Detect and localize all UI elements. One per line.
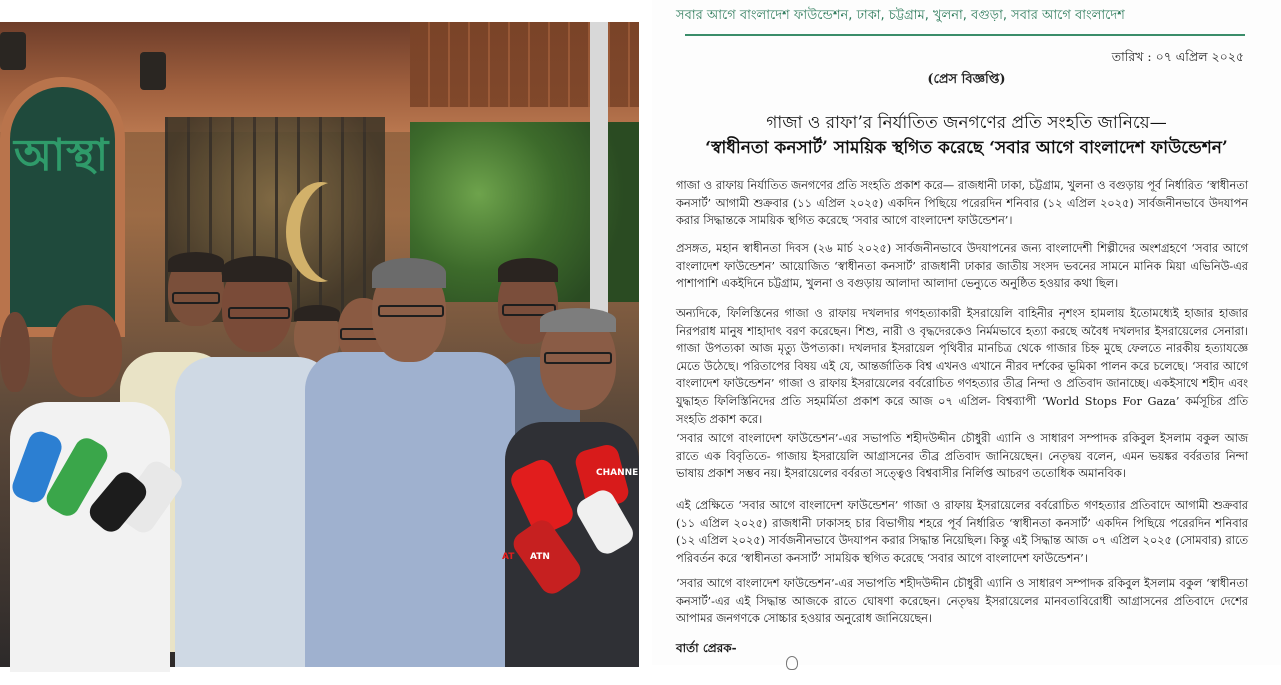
press-release-label: (প্রেস বিজ্ঞপ্তি) bbox=[927, 72, 1006, 87]
wall-lamp bbox=[0, 32, 26, 70]
paragraph: ‘সবার আগে বাংলাদেশ ফাউন্ডেশন’-এর সভাপতি শহীদউদ্দীন চৌধুরী এ্যানি ও সাধারণ সম্পাদক রকিবুল ইসলাম বকুল ‘স্বাধীনতা কনসার্ট’-এর এই সিদ্ধান্ত আজকে রাতে ঘোষণা করেছেন। নেতৃদ্বয় ইসরায়েলের মানবতাবিরোধী আগ্রাসনের প্রতিবাদে দেশের আপামর জনগণকে সোচ্চার হওয়ার অনুরোধ জানিয়েছেন। bbox=[676, 577, 1248, 626]
arched-entrance bbox=[0, 77, 125, 337]
mic-label: CHANNEL bbox=[596, 468, 645, 478]
building-sign: আস্থা bbox=[14, 130, 110, 181]
letterhead-strip: সবার আগে বাংলাদেশ ফাউন্ডেশন, ঢাকা, চট্টগ্রাম, খুলনা, বগুড়া, সবার আগে বাংলাদেশ bbox=[676, 8, 1125, 23]
wall-lamp bbox=[140, 52, 166, 90]
paragraph: প্রসঙ্গত, মহান স্বাধীনতা দিবস (২৬ মার্চ ২০২৫) সার্বজনীনভাবে উদযাপনের জন্য বাংলাদেশী শিল্পীদের অংশগ্রহণে ‘সবার আগে বাংলাদেশ ফাউন্ডেশন’ আয়োজিত ‘স্বাধীনতা কনসার্ট’ রাজধানী ঢাকার জাতীয় সংসদ ভবনের সামনে মানিক মিয়া এভিনিউ-এর পাশাপাশি একইদিনে চট্টগ্রাম, খুলনা ও বগুড়ায় আলাদা আলাদা ভেন্যুতে অনুষ্ঠিত হওয়ার কথা ছিল। bbox=[676, 242, 1248, 291]
mic-label: AT bbox=[502, 552, 515, 562]
crescent-ornament bbox=[300, 182, 370, 282]
sender-label: বার্তা প্রেরক- bbox=[676, 641, 737, 655]
headline-line-2: ‘স্বাধীনতা কনসার্ট’ সাময়িক স্থগিত করেছে ‘সবার আগে বাংলাদেশ ফাউন্ডেশন’ bbox=[705, 138, 1228, 158]
letterhead-rule bbox=[685, 34, 1245, 36]
press-conference-photo bbox=[0, 22, 645, 667]
paragraph: ‘সবার আগে বাংলাদেশ ফাউন্ডেশন’-এর সভাপতি শহীদউদ্দীন চৌধুরী এ্যানি ও সাধারণ সম্পাদক রকিবুল ইসলাম বকুল আজ রাতে এক বিবৃতিতে- গাজায় ইসরায়েলি আগ্রাসনের তীব্র প্রতিবাদ জানিয়েছেন। নেতৃদ্বয় বলেন, এমন ভয়ঙ্কর বর্বরতার নিন্দা ভাষায় প্রকাশ সম্ভব নয়। ইসরায়েলের বর্বরতা সত্ত্বেও বিশ্ববাসীর নির্লিপ্ত আচরণ ততোধিক অমানবিক। bbox=[676, 432, 1248, 481]
paragraph: গাজা ও রাফায় নির্যাতিত জনগণের প্রতি সংহতি প্রকাশ করে— রাজধানী ঢাকা, চট্টগ্রাম, খুলনা ও বগুড়ায় পূর্ব নির্ধারিত ‘স্বাধীনতা কনসার্ট’ আগামী শুক্রবার (১১ এপ্রিল ২০২৫) একদিন পিছিয়ে পরেরদিন শনিবার (১২ এপ্রিল ২০২৫) সার্বজনীনভাবে উদযাপন করার সিদ্ধান্তকে সাময়িক স্থগিত করেছে ‘সবার আগে বাংলাদেশ ফাউন্ডেশন’। bbox=[676, 179, 1248, 228]
paragraph: অন্যদিকে, ফিলিস্তিনের গাজা ও রাফায় দখলদার গণহত্যাকারী ইসরায়েলি বাহিনীর নৃশংস হামলায় ইতোমধ্যেই হাজার হাজার নিরপরাধ মানুষ শাহাদাৎ বরণ করেছেন। শিশু, নারী ও বৃদ্ধদেরকেও নির্মমভাবে হত্যা করছে অবৈধ দখলদার ইসরায়েলের সেনারা। গাজা উপত্যকা আজ মৃত্যু উপত্যকা। দখলদার ইসরায়েল পৃথিবীর মানচিত্র থেকে গাজার চিহ্ন মুছে ফেলতে নারকীয় হত্যাযজ্ঞে মেতে উঠেছে। পরিতাপের বিষয় এই যে, আন্তর্জাতিক বিশ্ব এখনও এখানে নীরব দর্শকের ভূমিকা পালন করে চলেছে। ‘সবার আগে বাংলাদেশ ফাউন্ডেশন’ গাজা ও রাফায় ইসরায়েলের বর্বরোচিত গণহত্যার তীব্র নিন্দা ও প্রতিবাদ জানাচ্ছে। একইসাথে শহীদ এবং যুদ্ধাহত ফিলিস্তিনিদের প্রতি সহমর্মিতা প্রকাশ করে আজ ০৭ এপ্রিল- বিশ্বব্যাপী ‘World Stops For Gaza’ কর্মসূচির প্রতি সংহতি প্রকাশ করে। bbox=[676, 307, 1248, 426]
document-date: তারিখ : ০৭ এপ্রিল ২০২৫ bbox=[1111, 49, 1244, 64]
paragraph: এই প্রেক্ষিতে ‘সবার আগে বাংলাদেশ ফাউন্ডেশন’ গাজা ও রাফায় ইসরায়েলের বর্বরোচিত গণহত্যার প্রতিবাদে আগামী শুক্রবার (১১ এপ্রিল ২০২৫) রাজধানী ঢাকাসহ চার বিভাগীয় শহরে পূর্ব নির্ধারিত ‘স্বাধীনতা কনসার্ট’ একদিন পিছিয়ে পরেরদিন শনিবার (১২ এপ্রিল ২০২৫) সার্বজনীনভাবে উদযাপন করার সিদ্ধান্ত নিয়েছিল। কিন্তু এই সিদ্ধান্ত আজ ০৭ এপ্রিল ২০২৫ (সোমবার) রাতে পরিবর্তন করে ‘স্বাধীনতা কনসার্ট’ সাময়িক স্থগিত করেছে ‘সবার আগে বাংলাদেশ ফাউন্ডেশন’। bbox=[676, 499, 1248, 565]
mouse-cursor-icon bbox=[786, 656, 798, 670]
headline-line-1: গাজা ও রাফা’র নির্যাতিত জনগণের প্রতি সংহতি জানিয়ে— bbox=[766, 113, 1167, 133]
mic-label: ATN bbox=[530, 552, 550, 562]
press-release-document bbox=[652, 0, 1281, 665]
